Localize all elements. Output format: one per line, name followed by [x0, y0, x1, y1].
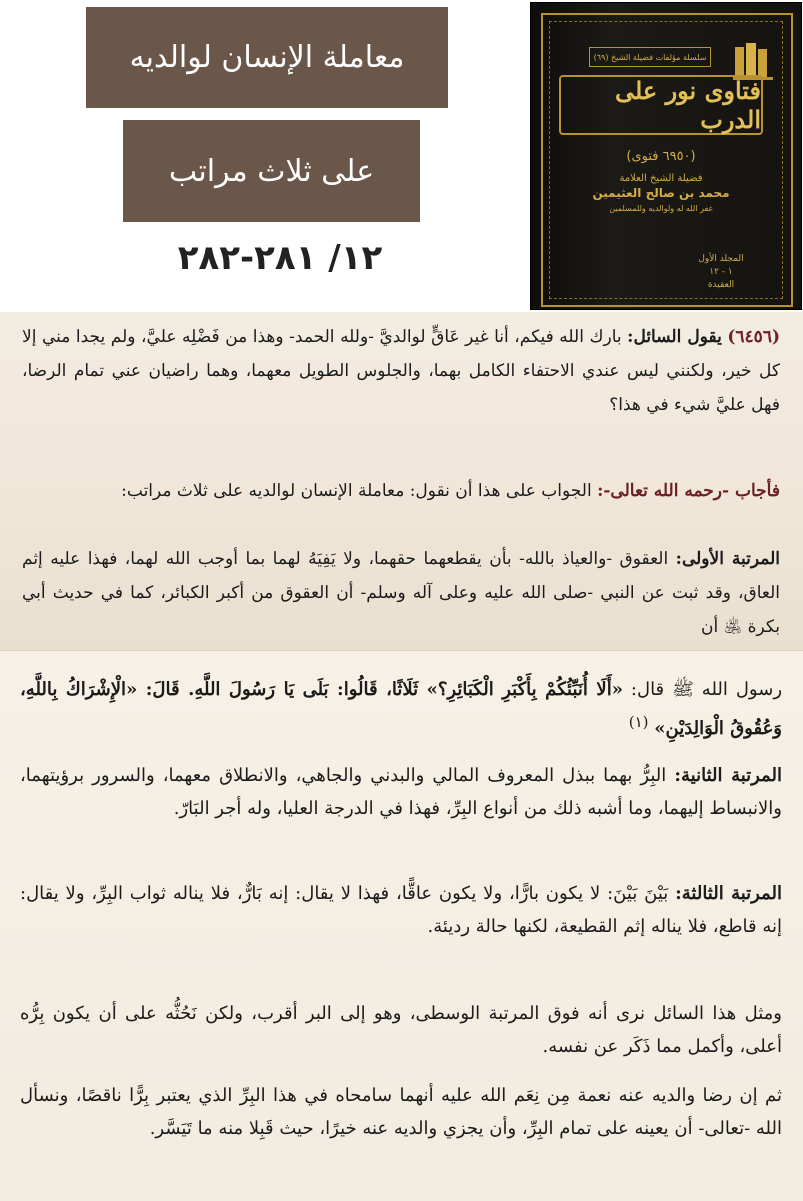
closing-paragraph: [20, 1079, 782, 1145]
cover-author-line: فضيلة الشيخ العلامة: [619, 173, 703, 184]
rank2-label: المرتبة الثانية:: [674, 765, 782, 786]
rank2-text: البِرُّ بهما ببذل المعروف المالي والبدني والجاهي، والانطلاق معهما، والسرور برؤيتهما، والانبساط إليهما، وما أشبه ذلك من أنواع البِرِّ، فهذا في الدرجة العليا، وله أجر البَارّ.: [20, 765, 782, 819]
rank1-text: العقوق -والعياذ بالله- بأن يقطعهما حقهما، ولا يَفِيَهُ لهما بما أوجب الله لهما، فهذا عليه إثم العاق، وقد ثبت عن النبي -صلى الله عليه وعلى آله وسلم- أن العقوق من أكبر الكبائر، كما في حديث أبي بكرة ﵁ أن: [22, 549, 780, 637]
page-scan-2: [0, 650, 803, 1201]
closing-text: ثم إن رضا والديه عنه نعمة مِن نِعَم الله عليه أنهما سامحاه في هذا البِرِّ الذي يعتبر بِرًّا ناقصًا، ونسأل الله -تعالى- أن يعينه على تمام البِرِّ، وأن يجزي والديه عنه خيرًا، حيث قَبِلا منه ما تَيَسَّر.: [20, 1085, 782, 1139]
rank1-label: المرتبة الأولى:: [675, 549, 780, 569]
cover-volume-range: ١ - ١٢: [709, 267, 733, 277]
volume-page-reference: ١٢/ ٢٨١-٢٨٢: [177, 238, 383, 278]
cover-volume-block: [691, 253, 751, 292]
cover-author-name: محمد بن صالح العثيمين: [592, 186, 730, 200]
hadith-intro: رسول الله ﷺ قال:: [630, 679, 783, 700]
cover-title: فتاوى نور على الدرب: [559, 75, 763, 135]
answer-text: الجواب على هذا أن نقول: معاملة الإنسان لوالديه على ثلاث مراتب:: [121, 481, 592, 501]
rank3-text: بَيْنَ بَيْنَ: لا يكون بارًّا، ولا يكون عاقًّا، فهذا لا يقال: إنه بَارٌّ، فلا يناله ثواب البِرِّ، ولا يقال: إنه قاطع، فلا يناله إثم القطيعة، لكنها حالة رديئة.: [20, 883, 782, 937]
cover-series-label: سلسلة مؤلفات فضيلة الشيخ (٦٩): [589, 47, 711, 67]
cover-volume-topic: العقيدة: [707, 280, 735, 290]
page-scan-1: [0, 312, 803, 650]
rank1-paragraph: [22, 542, 780, 644]
question-text: بارك الله فيكم، أنا غير عَاقٍّ لوالديَّ -ولله الحمد- وهذا من فَضْلِه عليَّ، ولم يجدا مني إلا كل خير، ولكنني ليس عندي الاحتفاء الكامل بهما، والجلوس الطويل معهما، وهما راضيان عني تمام الرضا، فهل عليَّ شيء في هذا؟: [22, 327, 780, 415]
title-line-2: على ثلاث مراتب: [123, 120, 420, 222]
commentary-text: ومثل هذا السائل نرى أنه فوق المرتبة الوسطى، وهو إلى البر أقرب، ولكن نَحُثُّه على أن يكون بِرُّه أعلى، وأكمل مما ذَكَر عن نفسه.: [20, 1003, 782, 1057]
footnote-ref: (١): [628, 713, 649, 731]
question-label: يقول السائل:: [627, 327, 722, 347]
hadith-text: «أَلَا أُنَبِّئُكُمْ بِأَكْبَرِ الْكَبَائِرِ؟» ثَلَاثًا، قَالُوا: بَلَى يَا رَسُولَ اللَّهِ. قَالَ: «الْإِشْرَاكُ بِاللَّهِ، وَعُقُوقُ الْوَالِدَيْنِ»: [20, 679, 782, 739]
rank2-paragraph: [20, 759, 782, 825]
question-paragraph: [22, 320, 780, 422]
cover-fatwa-count: (٦٩٥٠ فتوى): [626, 149, 696, 164]
title-line-1: معاملة الإنسان لوالديه: [86, 7, 448, 108]
answer-label: فأجاب -رحمه الله تعالى-:: [597, 481, 780, 501]
rank3-paragraph: [20, 877, 782, 943]
question-number: (٦٤٥٦): [727, 327, 780, 347]
cover-author-line: غفر الله له ولوالديه وللمسلمين: [609, 204, 713, 213]
cover-author-block: [571, 171, 751, 216]
cover-volume-label: المجلد الأول: [698, 254, 744, 264]
rank3-label: المرتبة الثالثة:: [675, 883, 782, 904]
hadith-paragraph: [20, 673, 782, 745]
book-cover-image: [530, 2, 802, 310]
answer-paragraph: [22, 474, 780, 508]
commentary-paragraph: [20, 997, 782, 1063]
